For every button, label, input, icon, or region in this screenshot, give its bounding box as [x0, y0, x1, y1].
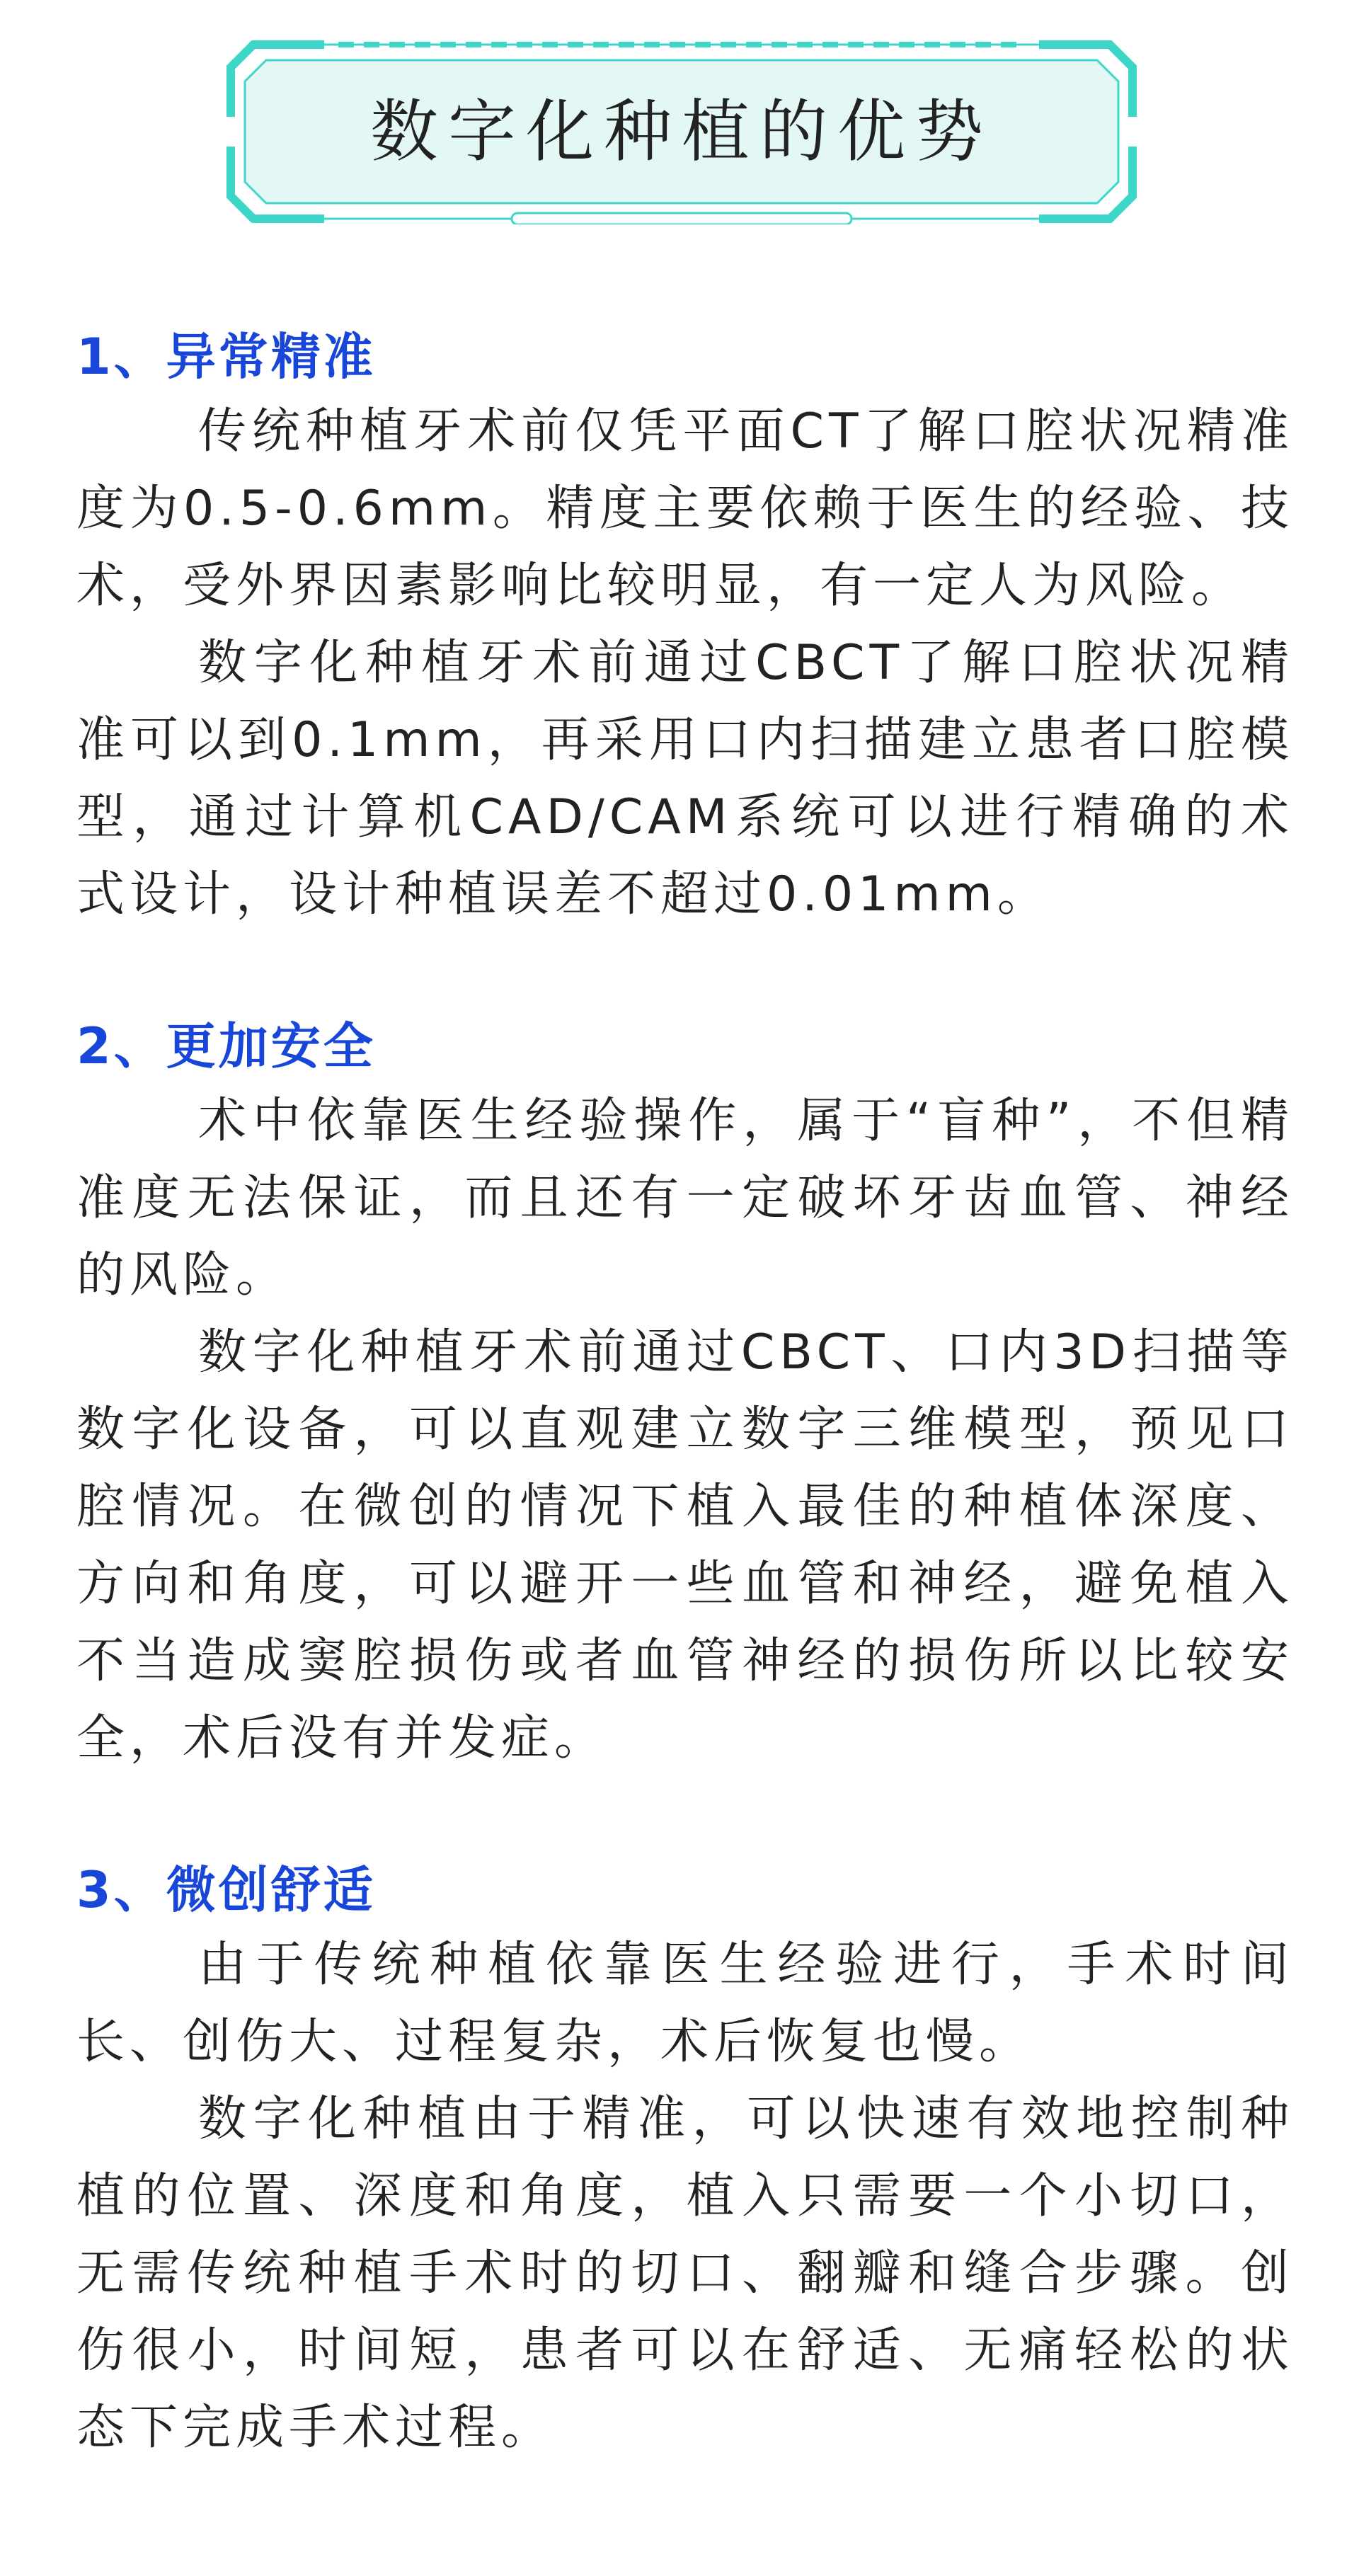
section-safety [76, 1010, 1294, 1777]
section-paragraph: 由于传统种植依靠医生经验进行，手术时间长、创伤大、过程复杂，术后恢复也慢。 [76, 1937, 1294, 2070]
section-paragraph: 数字化种植牙术前通过CBCT了解口腔状况精准可以到0.1mm，再采用口内扫描建立患者口腔模型，通过计算机CAD/CAM系统可以进行精确的术式设计，设计种植误差不超过0.01mm。 [76, 635, 1294, 922]
section-paragraph: 传统种植牙术前仅凭平面CT了解口腔状况精准度为0.5-0.6mm。精度主要依赖于医生的经验、技术，受外界因素影响比较明显，有一定人为风险。 [76, 403, 1294, 614]
section-heading: 3、微创舒适 [76, 1861, 376, 1919]
article-body [76, 321, 1294, 2466]
section-precision [76, 321, 1294, 933]
section-paragraph: 数字化种植牙术前通过CBCT、口内3D扫描等数字化设备，可以直观建立数字三维模型，预见口腔情况。在微创的情况下植入最佳的种植体深度、方向和角度，可以避开一些血管和神经，避免植入不当造成窦腔损伤或者血管神经的损伤所以比较安全，术后没有并发症。 [76, 1324, 1294, 1766]
section-paragraph: 术中依靠医生经验操作，属于“盲种”，不但精准度无法保证，而且还有一定破坏牙齿血管、神经的风险。 [76, 1093, 1294, 1303]
page-title: 数字化种植的优势 [370, 92, 993, 171]
section-heading: 1、异常精准 [76, 328, 376, 386]
section-heading: 2、更加安全 [76, 1017, 376, 1075]
title-banner [225, 39, 1138, 224]
section-comfort [76, 1854, 1294, 2466]
section-paragraph: 数字化种植由于精准，可以快速有效地控制种植的位置、深度和角度，植入只需要一个小切口，无需传统种植手术时的切口、翻瓣和缝合步骤。创伤很小，时间短，患者可以在舒适、无痛轻松的状态下完成手术过程。 [76, 2091, 1294, 2456]
